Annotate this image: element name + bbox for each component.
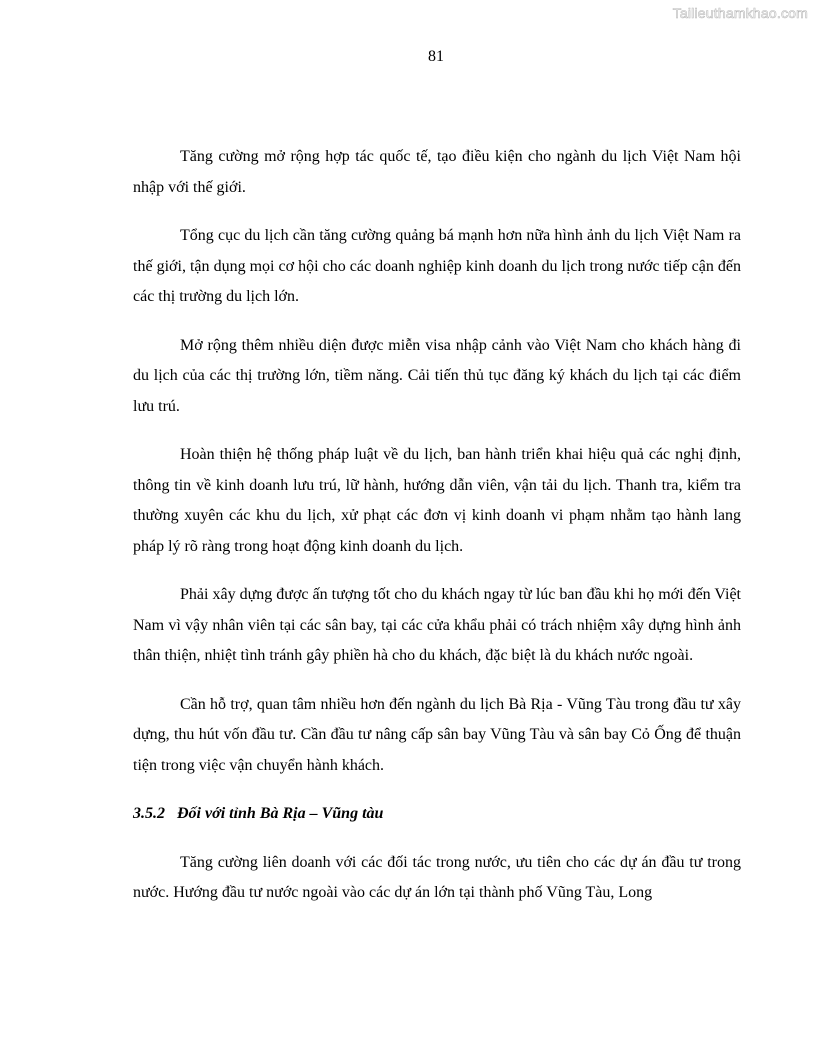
paragraph: Tăng cường liên doanh với các đối tác trong nước, ưu tiên cho các dự án đầu tư trong nước. Hướng đầu tư nước ngoài vào các dự án lớn tại thành phố Vũng Tàu, Long <box>133 853 741 901</box>
paragraph: Tăng cường mở rộng hợp tác quốc tế, tạo điều kiện cho ngành du lịch Việt Nam hội nhập với thế giới. <box>133 148 741 196</box>
document-body <box>133 142 741 909</box>
paragraph: Tổng cục du lịch cần tăng cường quảng bá mạnh hơn nữa hình ảnh du lịch Việt Nam ra thế giới, tận dụng mọi cơ hội cho các doanh nghiệp kinh doanh du lịch trong nước tiếp cận đến các thị trường du lịch lớn. <box>133 227 741 305</box>
paragraph: Cần hỗ trợ, quan tâm nhiều hơn đến ngành du lịch Bà Rịa - Vũng Tàu trong đầu tư xây dựng, thu hút vốn đầu tư. Cần đầu tư nâng cấp sân bay Vũng Tàu và sân bay Cỏ Ống để thuận tiện trong việc vận chuyển hành khách. <box>133 695 741 774</box>
paragraph: Phải xây dựng được ấn tượng tốt cho du khách ngay từ lúc ban đầu khi họ mới đến Việt Nam vì vậy nhân viên tại các sân bay, tại các cửa khẩu phải có trách nhiệm xây dựng hình ảnh thân thiện, nhiệt tình tránh gây phiền hà cho du khách, đặc biệt là du khách nước ngoài. <box>133 586 741 664</box>
section-heading <box>133 799 741 830</box>
paragraph: Mở rộng thêm nhiều diện được miễn visa nhập cảnh vào Việt Nam cho khách hàng đi du lịch của các thị trường lớn, tiềm năng. Cải tiến thủ tục đăng ký khách du lịch tại các điểm lưu trú. <box>133 336 741 415</box>
paragraph: Hoàn thiện hệ thống pháp luật về du lịch, ban hành triển khai hiệu quả các nghị định, thông tin về kinh doanh lưu trú, lữ hành, hướng dẫn viên, vận tải du lịch. Thanh tra, kiểm tra thường xuyên các khu du lịch, xử phạt các đơn vị kinh doanh vi phạm nhằm tạo hành lang pháp lý rõ ràng trong hoạt động kinh doanh du lịch. <box>133 446 741 555</box>
page-number: 81 <box>428 48 444 65</box>
section-number: 3.5.2 <box>133 805 165 822</box>
section-title: Đối với tỉnh Bà Rịa – Vũng tàu <box>177 805 384 822</box>
watermark: Tailieuthamkhao.com <box>672 5 808 21</box>
